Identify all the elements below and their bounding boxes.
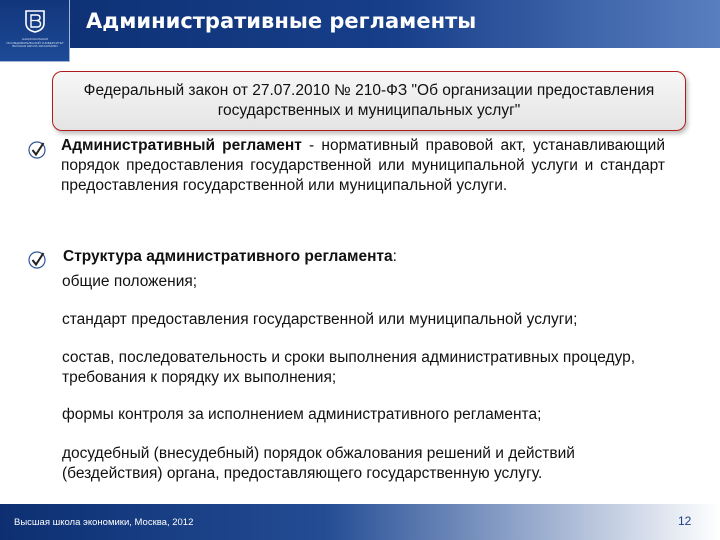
footer-text: Высшая школа экономики, Москва, 2012 <box>14 517 194 528</box>
checkmark-icon <box>28 139 46 159</box>
definition-paragraph <box>61 136 665 196</box>
checkmark-icon <box>28 249 46 269</box>
law-callout <box>52 71 686 131</box>
logo <box>0 0 70 62</box>
structure-item: стандарт предоставления государственной или муниципальной услуги; <box>62 311 578 328</box>
institution-emblem-icon <box>24 9 46 33</box>
slide-footer <box>0 504 720 540</box>
structure-heading <box>63 247 397 267</box>
logo-caption: НАЦИОНАЛЬНЫЙ ИССЛЕДОВАТЕЛЬСКИЙ УНИВЕРСИТЕТ ВЫСШАЯ ШКОЛА ЭКОНОМИКИ <box>6 38 64 48</box>
structure-item: досудебный (внесудебный) порядок обжалования решений и действий (бездействия) органа, предоставляющего государственную услугу. <box>62 445 575 482</box>
structure-heading-text: Структура административного регламента <box>63 248 393 265</box>
slide-title: Административные регламенты <box>86 9 477 33</box>
page-number: 12 <box>678 514 692 528</box>
slide-header <box>0 0 720 48</box>
structure-heading-suffix: : <box>392 248 397 265</box>
definition-term: Административный регламент <box>61 137 302 154</box>
structure-item: общие положения; <box>62 273 198 290</box>
law-callout-text: Федеральный закон от 27.07.2010 № 210-ФЗ "Об организации предоставления государственных и муниципальных услуг" <box>83 82 655 119</box>
definition-text: - нормативный правовой акт, устанавливающий порядок предоставления государственной или муниципальной услуги и стандарт предоставления государственной или муниципальной услуги. <box>61 137 665 194</box>
structure-item: состав, последовательность и сроки выполнения административных процедур, требования к порядку их выполнения; <box>62 349 636 386</box>
structure-item: формы контроля за исполнением административного регламента; <box>62 406 542 423</box>
